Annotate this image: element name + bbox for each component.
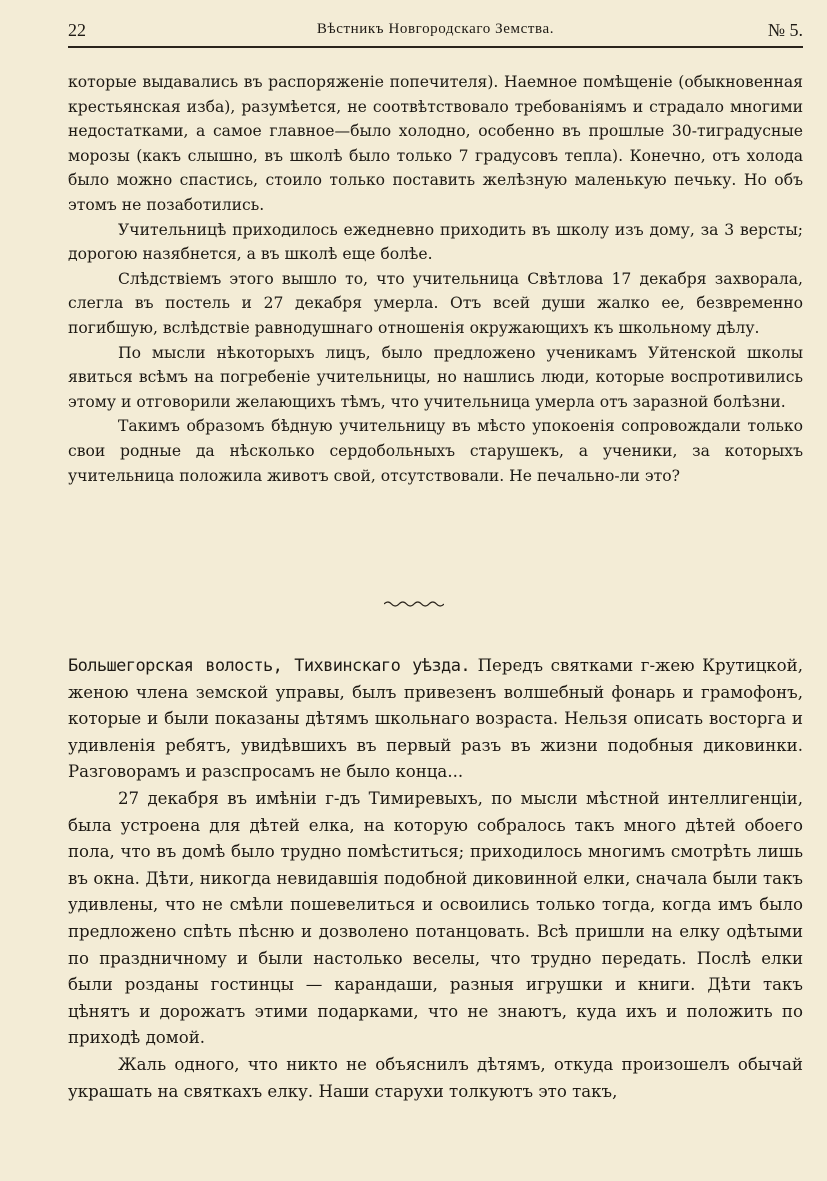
paragraph: Такимъ образомъ бѣдную учительницу въ мѣсто упокоенія сопровождали только свои родные да нѣсколько сердобольныхъ старушекъ, а ученики, за которыхъ учительница положила животъ свой, отсутствовали. Не печально-ли это? (68, 417, 803, 485)
paragraph: 27 декабря въ имѣніи г-дъ Тимиревыхъ, по мысли мѣстной интеллигенціи, была устроена для дѣтей елка, на которую собралось такъ много дѣтей обоего пола, что въ домѣ было трудно помѣститься; приходилось многимъ смотрѣть лишь въ окна. Дѣти, никогда невидавшія подобной диковинной елки, сначала были такъ удивлены, что не смѣли пошевелиться и освоились только тогда, когда имъ было предложено спѣть пѣсню и дозволено потанцовать. Всѣ пришли на елку одѣтыми по праздничному и были настолько веселы, что трудно передать. Послѣ елки были розданы гостинцы — карандаши, разныя игрушки и книги. Дѣти такъ цѣнятъ и дорожатъ этими подарками, что не знаютъ, куда ихъ и положить по приходѣ домой. (68, 788, 803, 1048)
paragraph: Жаль одного, что никто не объяснилъ дѣтямъ, откуда произошелъ обычай украшать на святкахъ елку. Наши старухи толкуютъ это такъ, (68, 1054, 803, 1101)
section-heading: Большегорская волость, Тихвинскаго уѣзда. (68, 656, 470, 676)
issue-number: № 5. (767, 20, 803, 40)
journal-title: Вѣстникъ Новгородскаго Земства. (316, 21, 555, 37)
wavy-divider (384, 600, 444, 608)
paragraph: которые выдавались въ распоряженіе попечителя). Наемное помѣщеніе (обыкновенная крестьянская изба), разумѣется, не соотвѣтствовало требованіямъ и страдало многими недостатками, а самое главное—было холодно, особенно въ прошлые 30-тиградусные морозы (какъ слышно, въ школѣ было только 7 градусовъ тепла). Конечно, отъ холода было можно спастись, стоило только поставить желѣзную маленькую печьку. Но объ этомъ не позаботились. (68, 73, 803, 214)
paragraph: Слѣдствіемъ этого вышло то, что учительница Свѣтлова 17 декабря захворала, слегла въ постель и 27 декабря умерла. Отъ всей души жалко ее, безвременно погибшую, вслѣдствіе равнодушнаго отношенія окружающихъ къ школьному дѣлу. (68, 269, 803, 337)
article-teacher-svetlova (68, 70, 803, 488)
running-header (68, 20, 803, 46)
article-bolshegorskaya (68, 653, 803, 1105)
paragraph: Учительницѣ приходилось ежедневно приходить въ школу изъ дому, за 3 версты; дорогою назябнется, а въ школѣ еще болѣе. (68, 220, 803, 264)
page-number: 22 (68, 20, 86, 40)
lead-text: Передъ святками г-жею Крутицкой, женою члена земской управы, былъ привезенъ волшебный фонарь и грамофонъ, которые и были показаны дѣтямъ школьнаго возраста. Нельзя описать восторга и удивленія ребятъ, увидѣвшихъ въ первый разъ въ жизни подобныя диковинки. Разговорамъ и разспросамъ не было конца... (68, 656, 804, 782)
paragraph: По мысли нѣкоторыхъ лицъ, было предложено ученикамъ Уйтенской школы явиться всѣмъ на погребеніе учительницы, но нашлись люди, которые воспротивились этому и отговорили желающихъ тѣмъ, что учительница умерла отъ заразной болѣзни. (68, 343, 803, 411)
header-rule (68, 46, 803, 48)
lead-paragraph (68, 653, 803, 786)
